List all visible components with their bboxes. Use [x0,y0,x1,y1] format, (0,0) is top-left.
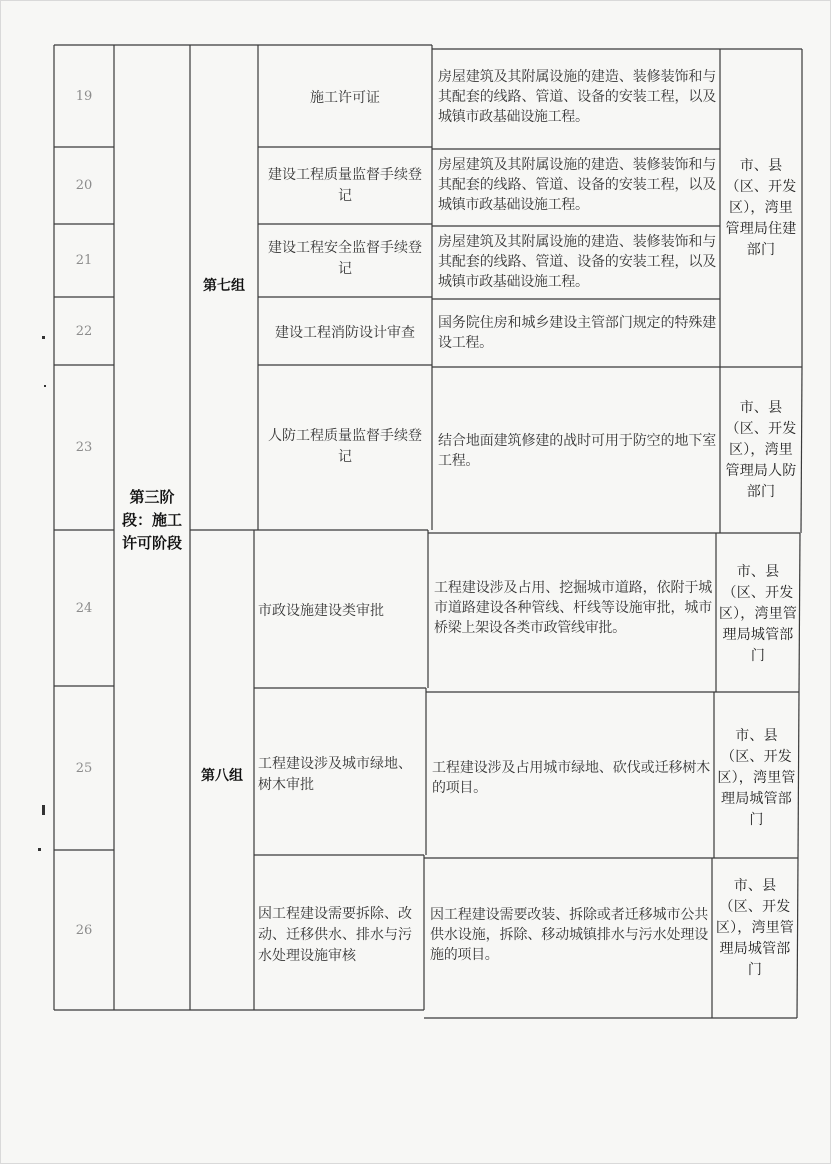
item-scope: 因工程建设需要改装、拆除或者迁移城市公共供水设施，拆除、移动城镇排水与污水处理设施的项目。 [430,907,708,963]
row-number: 22 [75,323,93,339]
row-number: 19 [75,88,93,104]
row-number: 26 [75,922,93,938]
item-scope: 工程建设涉及占用城市绿地、砍伐或迁移树木的项目。 [432,760,710,796]
item-scope: 房屋建筑及其附属设施的建造、装修装饰和与其配套的线路、管道、设备的安装工程，以及城镇市政基础设施工程。 [438,157,716,213]
group-seven-label: 第七组 [203,278,245,294]
item-scope: 工程建设涉及占用、挖掘城市道路，依附于城市道路建设各种管线、杆线等设施审批，城市桥梁上架设各类市政管线审批。 [434,580,712,636]
item-scope: 房屋建筑及其附属设施的建造、装修装饰和与其配套的线路、管道、设备的安装工程，以及城镇市政基础设施工程。 [438,69,716,125]
dept-urban-management: 市、县（区、开发区），湾里管理局城管部门 [717,727,796,828]
item-name: 建设工程质量监督手续登记 [268,167,422,204]
scan-speck [42,336,45,339]
row-number: 20 [75,178,93,193]
item-scope: 房屋建筑及其附属设施的建造、装修装饰和与其配套的线路、管道、设备的安装工程，以及城镇市政基础设施工程。 [438,234,716,290]
item-scope: 结合地面建筑修建的战时可用于防空的地下室工程。 [438,433,716,469]
item-name: 人防工程质量监督手续登记 [268,428,422,465]
group-eight-label: 第八组 [201,768,243,784]
item-name: 建设工程安全监督手续登记 [268,240,422,277]
item-name: 市政设施建设类审批 [258,602,384,619]
row-number: 23 [75,440,93,455]
row-number: 24 [75,600,93,616]
dept-urban-management: 市、县（区、开发区），湾里管理局城管部门 [715,877,795,978]
scan-speck [38,848,41,851]
dept-urban-management: 市、县（区、开发区），湾里管理局城管部门 [718,563,798,664]
dept-housing: 市、县（区、开发区），湾里管理局住建部门 [725,157,797,258]
scan-speck [42,805,45,815]
dept-civil-defense: 市、县（区、开发区），湾里管理局人防部门 [725,399,797,500]
item-name: 建设工程消防设计审查 [275,324,415,341]
item-name: 因工程建设需要拆除、改动、迁移供水、排水与污水处理设施审核 [258,905,412,964]
stage-label: 第三阶段：施工许可阶段 [121,487,182,552]
item-name: 工程建设涉及城市绿地、树木审批 [258,756,412,793]
row-number: 25 [75,760,93,776]
row-number: 21 [75,253,93,268]
scan-speck [44,385,46,387]
item-name: 施工许可证 [310,89,380,106]
item-scope: 国务院住房和城乡建设主管部门规定的特殊建设工程。 [438,315,716,351]
